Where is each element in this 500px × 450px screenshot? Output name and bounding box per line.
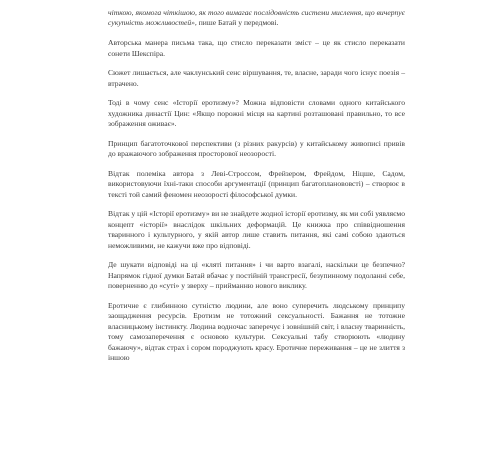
paragraph-meaning-question: Тоді в чому сенс «Історії еротизму»? Можна відповісти словами одного китайського художника династії Цин: «Якщо порожні місця на картині розташовані правильно, то все зображення оживає». <box>108 98 405 129</box>
italic-quote-text: чіткою, якомога чіткішою, як того вимагає послідовність системи мислення, що вичерпує сукупність можливостей», <box>108 8 405 28</box>
paragraph-perspective-principle: Принцип багатоточкової перспективи (з різних ракурсів) у китайському живописі привів до вражаючого зображення просторової неозорості. <box>108 138 405 159</box>
paragraph-quote-ending <box>108 8 405 29</box>
book-page <box>108 8 405 373</box>
paragraph-erotic-essence: Еротичне є глибинною сутністю людини, але воно суперечить людському принципу заощадження ресурсів. Еротизм не тотожний сексуальності. Бажання не тотожне власницькому інстинкту. Людина водночас заперечує і зовнішній світ, і власну тваринність, тому самозаперечення є основою культури. Сексуальні табу створюють «людину бажаючу», відтак страх і сором породжують красу. Еротичне переживання – це не злиття з іншою <box>108 300 405 362</box>
paragraph-plot-remains: Сюжет лишається, але чаклунський сенс віршування, те, власне, заради чого існує поезія – втрачено. <box>108 68 405 88</box>
paragraph-where-answers: Де шукати відповіді на ці «кляті питання» і чи варто взагалі, наскільки це безпечно? Напрямок гідної думки Батай вбачає у постійній трансгресії, безупинному подоланні себе, поверненню до «суті» у зверху – прийманню нового виклику. <box>108 260 405 291</box>
paragraph-polemics: Відтак полеміка автора з Леві-Строссом, Фрейзером, Фрейдом, Ніцше, Садом, використовуючи їхні-таки способи аргументації (принцип багатопланововсті) – створює в тексті той самий феномен неозорості філософської думки. <box>108 168 405 199</box>
paragraph-no-history: Відтак у цій «Історії еротизму» ви не знайдете жодної історії еротизму, як ми собі уявляємо концепт «історії» внаслідок шкільних деформацій. Це книжка про співвідношення тваринного і культурного, у якій автор лише ставить питання, які самі собою здаються неможливими, не кажучи вже про відповіді. <box>108 209 405 250</box>
paragraph-author-manner: Авторська манера письма така, що стисло переказати зміст – це як стисло переказати сонети Шекспіра. <box>108 38 405 58</box>
paragraph-text: пише Батай у передмові. <box>196 18 279 28</box>
